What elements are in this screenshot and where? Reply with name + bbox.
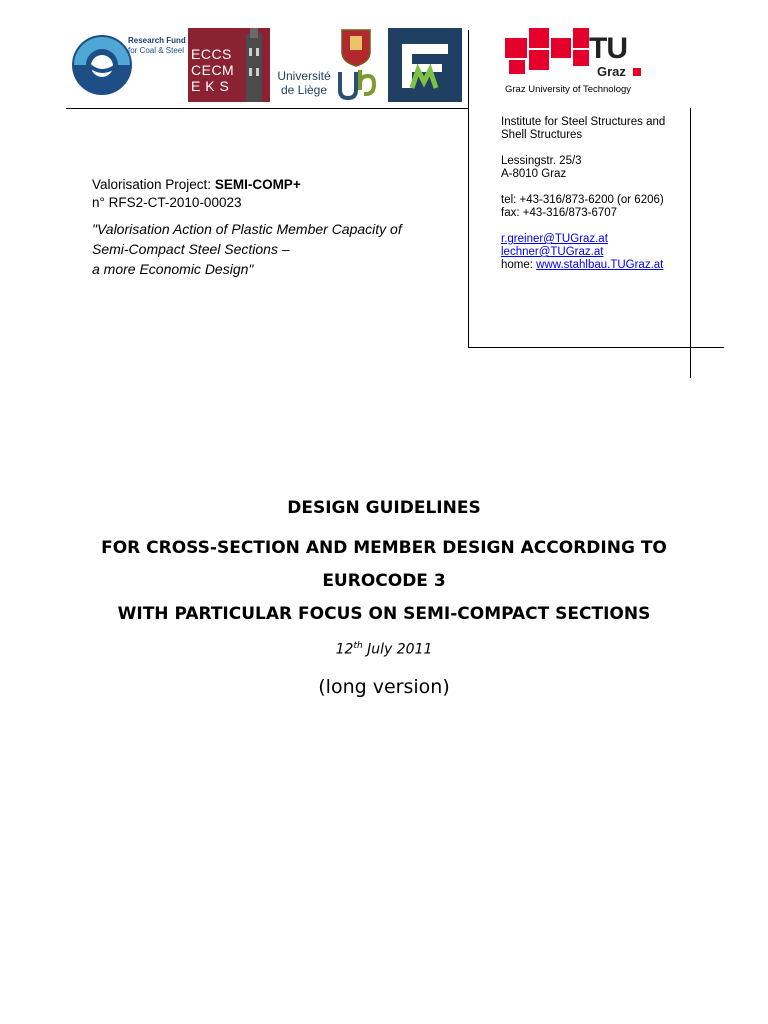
email-link-greiner[interactable]: r.greiner@TUGraz.at <box>501 233 608 245</box>
telephone: tel: +43-316/873-6200 (or 6206) <box>501 194 664 206</box>
tower-icon <box>238 28 270 102</box>
email-link-lechner[interactable]: lechner@TUGraz.at <box>501 246 604 258</box>
institute-line2: Shell Structures <box>501 129 583 141</box>
project-label: Valorisation Project: <box>92 177 215 192</box>
quote-line2: Semi-Compact Steel Sections – <box>92 241 290 257</box>
date-rest: July 2011 <box>362 641 433 658</box>
home-label: home: <box>501 259 537 271</box>
fw-logo <box>388 28 462 102</box>
institute-line1: Institute for Steel Structures and <box>501 116 666 128</box>
header-divider <box>66 108 468 109</box>
tugraz-text: TU <box>589 32 627 65</box>
document-title <box>0 492 768 525</box>
rfcs-line1: Research Fund <box>128 36 186 45</box>
eccs-line3: E K S <box>191 78 230 94</box>
tugraz-logo <box>505 28 645 98</box>
document-date <box>0 641 768 658</box>
tugraz-blocks-icon <box>505 28 595 80</box>
homepage-link[interactable]: www.stahlbau.TUGraz.at <box>536 259 664 271</box>
home-line <box>501 259 686 272</box>
quote-line3: a more Economic Design" <box>92 261 254 277</box>
street: Lessingstr. 25/3 <box>501 155 582 167</box>
rfcs-logo <box>72 30 184 100</box>
document-subtitle <box>0 532 768 631</box>
fw-emblem-icon <box>388 28 462 102</box>
title-line3: EUROCODE 3 <box>322 571 446 591</box>
liege-logo <box>272 28 376 102</box>
city: A-8010 Graz <box>501 168 567 180</box>
fax: fax: +43-316/873-6707 <box>501 207 618 219</box>
address-box-right-border <box>690 108 691 378</box>
project-number: n° RFS2-CT-2010-00023 <box>92 195 242 210</box>
document-version: (long version) <box>318 676 450 698</box>
eccs-line1: ECCS <box>191 46 232 62</box>
title-line4: WITH PARTICULAR FOCUS ON SEMI-COMPACT SECTIONS <box>117 604 651 624</box>
eccs-line2: CECM <box>191 62 235 78</box>
liege-line2: de Liège <box>280 83 328 97</box>
project-name: SEMI-COMP+ <box>214 177 301 192</box>
date-day: 12 <box>335 641 354 658</box>
address-block <box>501 116 686 272</box>
address-box-bottom-border <box>468 347 724 348</box>
project-info <box>92 176 452 279</box>
quote-line1: "Valorisation Action of Plastic Member Capacity of <box>92 221 402 237</box>
rfcs-line2: for Coal & Steel <box>128 46 185 55</box>
project-name-line <box>92 176 452 194</box>
liege-line1: Université <box>277 69 331 83</box>
tugraz-caption: Graz University of Technology <box>505 84 632 95</box>
tugraz-square-icon <box>633 68 641 76</box>
eccs-logo <box>188 28 270 102</box>
title-line2: FOR CROSS-SECTION AND MEMBER DESIGN ACCORDING TO <box>101 538 667 558</box>
liege-crest-icon <box>336 28 376 102</box>
tugraz-sub: Graz <box>597 64 626 79</box>
project-quote <box>92 219 452 279</box>
date-suffix: th <box>353 641 363 651</box>
address-box-left-border <box>468 30 469 348</box>
title-line1: DESIGN GUIDELINES <box>287 498 481 518</box>
rfcs-emblem-icon <box>72 30 132 100</box>
